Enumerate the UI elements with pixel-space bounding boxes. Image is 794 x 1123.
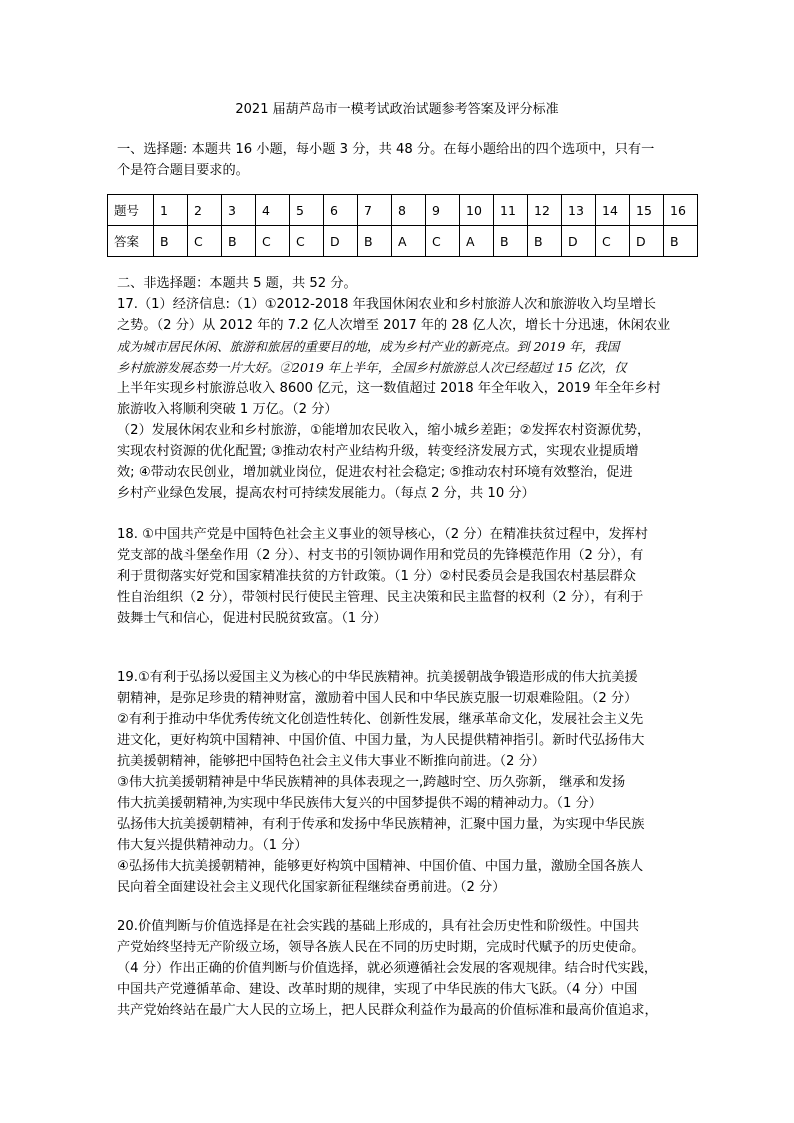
table-cell: 5 [290, 195, 324, 226]
table-cell: A [460, 226, 494, 257]
question-20-answer [117, 916, 685, 1021]
table-cell: A [392, 226, 426, 257]
table-cell: C [426, 226, 460, 257]
row-header-answer: 答案 [108, 226, 154, 257]
table-cell: B [358, 226, 392, 257]
table-cell: C [596, 226, 630, 257]
table-cell: 8 [392, 195, 426, 226]
text-line: 实现农村资源的优化配置; ③推动农村产业结构升级，转变经济发展方式，实现农业提质增 [117, 444, 639, 459]
table-cell: C [256, 226, 290, 257]
answer-row [108, 226, 698, 257]
text-line: （2）发展休闲农业和乡村旅游，①能增加农民收入，缩小城乡差距；②发挥农村资源优势， [117, 423, 651, 438]
text-line: ②有利于推动中华优秀传统文化创造性转化、创新性发展，继承革命文化，发展社会主义先 [117, 712, 644, 727]
text-line: 20.价值判断与价值选择是在社会实践的基础上形成的，具有社会历史性和阶级性。中国共 [117, 919, 640, 934]
table-cell: 11 [494, 195, 528, 226]
table-cell: 6 [324, 195, 358, 226]
section-1-instructions [117, 139, 685, 181]
question-number-row [108, 195, 698, 226]
text-line: 效; ④带动农民创业，增加就业岗位，促进农村社会稳定; ⑤推动农村环境有效整治，促进 [117, 465, 633, 480]
table-cell: 1 [154, 195, 188, 226]
table-cell: C [290, 226, 324, 257]
text-line: ③伟大抗美援朝精神是中华民族精神的具体表现之一,跨越时空、历久弥新， 继承和发扬 [117, 775, 626, 790]
table-cell: 14 [596, 195, 630, 226]
table-cell: 15 [630, 195, 664, 226]
answer-table [107, 194, 698, 257]
text-line: 朝精神，是弥足珍贵的精神财富，激励着中国人民和中华民族克服一切艰难险阻。（2 分） [117, 691, 638, 706]
text-line: 乡村旅游发展态势一片大好。②2019 年上半年，全国乡村旅游总人次已经超过 15 亿次，仅 [117, 360, 627, 375]
table-cell: 10 [460, 195, 494, 226]
table-cell: 3 [222, 195, 256, 226]
table-cell: 9 [426, 195, 460, 226]
row-header-question-number: 题号 [108, 195, 154, 226]
text-line: 抗美援朝精神，能够把中国特色社会主义伟大事业不断推向前进。（2 分） [117, 754, 545, 769]
text-line: 弘扬伟大抗美援朝精神，有利于传承和发扬中华民族精神，汇聚中国力量，为实现中华民族 [117, 817, 645, 832]
text-line: 19.①有利于弘扬以爱国主义为核心的中华民族精神。抗美援朝战争锻造形成的伟大抗美援 [117, 670, 638, 685]
table-cell: D [562, 226, 596, 257]
text-line: 之势。（2 分）从 2012 年的 7.2 亿人次增至 2017 年的 28 亿人次，增长十分迅速，休闲农业 [117, 318, 671, 333]
table-cell: 7 [358, 195, 392, 226]
text-line: 二、非选择题：本题共 5 题，共 52 分。 [117, 276, 357, 291]
question-17-answer [117, 294, 685, 504]
table-cell: D [324, 226, 358, 257]
section-2-heading [117, 273, 685, 294]
table-cell: 4 [256, 195, 290, 226]
table-cell: B [664, 226, 698, 257]
text-line: ④弘扬伟大抗美援朝精神，能够更好构筑中国精神、中国价值、中国力量，激励全国各族人 [117, 859, 644, 874]
table-cell: D [630, 226, 664, 257]
text-line: 民向着全面建设社会主义现代化国家新征程继续奋勇前进。（2 分） [117, 880, 506, 895]
text-line: 个是符合题目要求的。 [117, 163, 249, 178]
text-line: 乡村产业绿色发展，提高农村可持续发展能力。（每点 2 分，共 10 分） [117, 486, 535, 501]
table-cell: B [494, 226, 528, 257]
text-line: 性自治组织（2 分），带领村民行使民主管理、民主决策和民主监督的权利（2 分），有利于 [117, 590, 644, 605]
text-line: 鼓舞士气和信心，促进村民脱贫致富。（1 分） [117, 611, 387, 626]
text-line: 产党始终坚持无产阶级立场，领导各族人民在不同的历史时期，完成时代赋予的历史使命。 [117, 940, 645, 955]
table-cell: B [154, 226, 188, 257]
text-line: 中国共产党遵循革命、建设、改革时期的规律，实现了中华民族的伟大飞跃。（4 分）中国 [117, 982, 638, 997]
table-cell: 2 [188, 195, 222, 226]
text-line: 17.（1）经济信息:（1）①2012-2018 年我国休闲农业和乡村旅游人次和旅游收入均呈增长 [117, 297, 656, 312]
text-line: （4 分）作出正确的价值判断与价值选择，就必须遵循社会发展的客观规律。结合时代实践， [117, 961, 658, 976]
text-line: 一、选择题: 本题共 16 小题，每小题 3 分，共 48 分。在每小题给出的四个选项中，只有一 [117, 142, 655, 157]
text-line: 18. ①中国共产党是中国特色社会主义事业的领导核心，（2 分）在精准扶贫过程中，发挥村 [117, 527, 648, 542]
text-line: 上半年实现乡村旅游总收入 8600 亿元，这一数值超过 2018 年全年收入，2019 年全年乡村 [117, 381, 661, 396]
table-cell: 13 [562, 195, 596, 226]
table-cell: 16 [664, 195, 698, 226]
table-cell: C [188, 226, 222, 257]
text-line: 党支部的战斗堡垒作用（2 分）、村支书的引领协调作用和党员的先锋模范作用（2 分），有 [117, 548, 644, 563]
text-line: 进文化，更好构筑中国精神、中国价值、中国力量，为人民提供精神指引。新时代弘扬伟大 [117, 733, 645, 748]
table-cell: B [222, 226, 256, 257]
table-cell: B [528, 226, 562, 257]
text-line: 旅游收入将顺利突破 1 万亿。（2 分） [117, 402, 338, 417]
question-18-answer [117, 524, 685, 629]
text-line: 伟大抗美援朝精神,为实现中华民族伟大复兴的中国梦提供不竭的精神动力。（1 分） [117, 796, 602, 811]
document-title: 2021 届葫芦岛市一模考试政治试题参考答案及评分标准 [235, 102, 559, 117]
text-line: 成为城市居民休闲、旅游和旅居的重要目的地，成为乡村产业的新亮点。到 2019 年，我国 [117, 339, 620, 354]
table-cell: 12 [528, 195, 562, 226]
text-line: 共产党始终站在最广大人民的立场上，把人民群众利益作为最高的价值标准和最高价值追求， [117, 1003, 658, 1018]
text-line: 利于贯彻落实好党和国家精准扶贫的方针政策。（1 分）②村民委员会是我国农村基层群众 [117, 569, 636, 584]
text-line: 伟大复兴提供精神动力。（1 分） [117, 838, 308, 853]
question-19-answer [117, 667, 685, 898]
